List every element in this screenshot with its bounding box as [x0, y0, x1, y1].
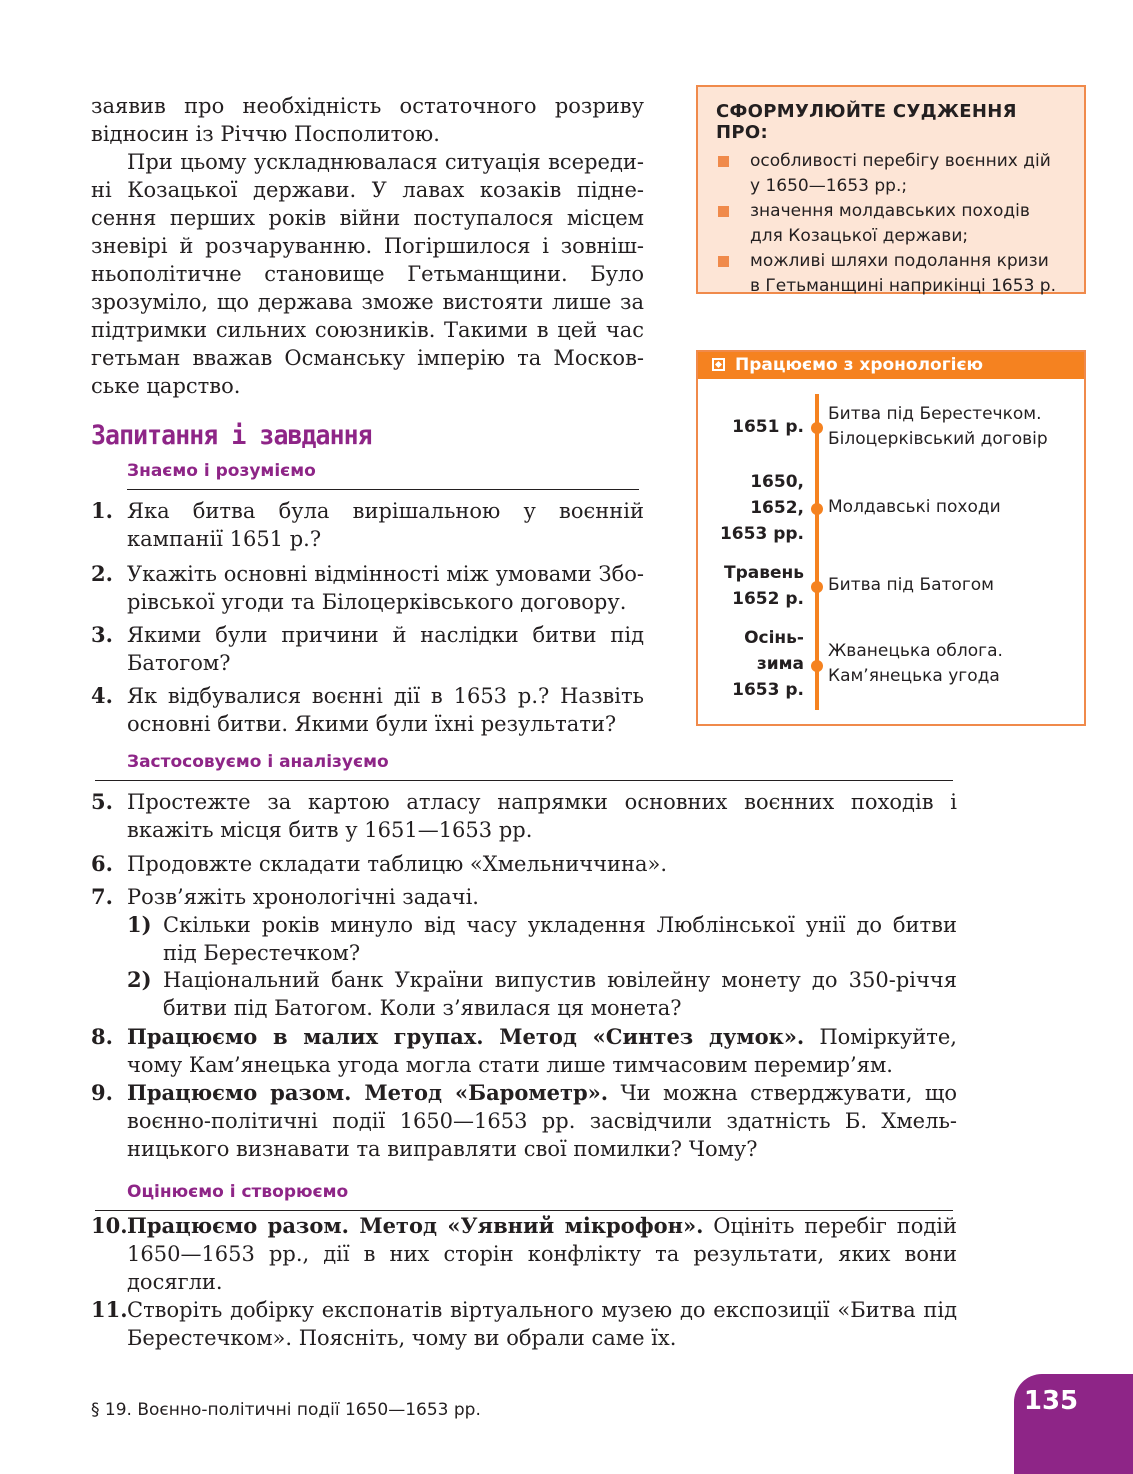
page-number: 135	[1023, 1386, 1079, 1416]
question-item: 11. Створіть добірку експонатів віртуального музею до експозиції «Битва під Берестечком». Поясніть, чому ви обрали саме їх.	[91, 1297, 957, 1350]
bullet-square-icon	[718, 156, 729, 167]
divider	[95, 1210, 953, 1211]
question-item: 1. Яка битва була вирішальною у воєнній кампанії 1651 р.?	[91, 498, 644, 551]
questions-title: Запитання і завдання	[91, 420, 372, 451]
question-item: 10. Працюємо разом. Метод «Уявний мікрофон». Оцініть перебіг подій 1650—1653 рр., дії в них сторін конфлікту та результати, яких вони досягли.	[91, 1213, 957, 1294]
judgement-item: значення молдавських походів для Козацької держави;	[716, 199, 1072, 249]
judgement-item: особливості перебігу воєнних дій у 1650—1653 рр.;	[716, 149, 1072, 199]
chronology-event: Жванецька облога. Кам’янецька угода	[828, 641, 1003, 686]
judgement-title: СФОРМУЛЮЙТЕ СУДЖЕННЯ ПРО:	[716, 101, 1017, 143]
section-heading: Знаємо і розуміємо	[127, 461, 316, 481]
timeline-dot-icon	[811, 660, 823, 672]
question-subitem: 1) Скільки років минуло від часу укладення Люблінської унії до битви під Берестечком?	[127, 912, 957, 965]
judgement-box	[696, 85, 1086, 294]
question-item: 3. Якими були причини й наслідки битви під Батогом?	[91, 622, 644, 675]
section-heading: Застосовуємо і аналізуємо	[127, 752, 389, 772]
question-item: 4. Як відбувалися воєнні дії в 1653 р.? Назвіть основні битви. Якими були їхні результати?	[91, 683, 644, 736]
timeline-dot-icon	[811, 422, 823, 434]
question-item: 2. Укажіть основні відмінності між умовами Зборівської угоди та Білоцерківського договору.	[91, 561, 644, 614]
question-item: 8. Працюємо в малих групах. Метод «Синтез думок». Поміркуйте, чому Кам’янецька угода могла стати лише тимчасовим перемир’ям.	[91, 1024, 957, 1077]
chronology-date: Травень 1652 р.	[723, 563, 804, 609]
chronology-title: Працюємо з хронологією	[735, 355, 984, 375]
chronology-event: Битва під Батогом	[828, 575, 994, 595]
footer-section-title: § 19. Воєнно-політичні події 1650—1653 рр.	[91, 1400, 481, 1420]
chronology-event: Молдавські походи	[828, 497, 1001, 517]
question-item: 5. Простежте за картою атласу напрямки основних воєнних походів і вкажіть місця битв у 1651—1653 рр.	[91, 789, 957, 842]
divider	[127, 489, 639, 490]
intro-text	[91, 92, 644, 400]
chronology-box	[696, 350, 1086, 726]
question-item: 6. Продовжте складати таблицю «Хмельниччина».	[91, 851, 668, 876]
timeline-dot-icon	[811, 503, 823, 515]
question-subitem: 2) Національний банк України випустив ювілейну монету до 350-річчя битви під Батогом. Коли з’явилася ця монета?	[127, 967, 957, 1020]
intro-paragraph-2: При цьому ускладнювалася ситуація всередині Козацької держави. У лавах козаків піднесення перших років війни поступалося місцем зневірі й розчаруванню. Погіршилося і зовнішньополітичне становище Гетьманщини. Було зрозуміло, що держава зможе вистояти лише за підтримки сильних союзників. Такими в цей час гетьман вважав Османську імперію та Московське царство.	[91, 150, 644, 398]
section-heading: Оцінюємо і створюємо	[127, 1182, 349, 1202]
bullet-square-icon	[718, 206, 729, 217]
question-item: 9. Працюємо разом. Метод «Барометр». Чи можна стверджувати, що воєнно-політичні події 1650—1653 рр. засвідчили здатність Б. Хмельницького визнавати та виправляти свої помилки? Чому?	[91, 1080, 957, 1161]
divider	[95, 780, 953, 781]
bullet-square-icon	[718, 256, 729, 267]
page-number-tab	[1014, 1374, 1133, 1474]
question-item: 7. Розв’яжіть хронологічні задачі.	[91, 884, 479, 909]
timeline-dot-icon	[811, 581, 823, 593]
chronology-header	[698, 352, 1084, 379]
chronology-event: Битва під Берестечком. Білоцерківський договір	[828, 404, 1048, 449]
chronology-date: 1651 р.	[732, 417, 804, 437]
intro-paragraph-1: заявив про необхідність остаточного розриву відносин із Річчю Посполитою.	[91, 94, 644, 146]
hourglass-icon	[712, 358, 725, 371]
chronology-date: Осінь- зима 1653 р.	[732, 628, 804, 700]
chronology-date: 1650, 1652, 1653 рр.	[719, 472, 804, 544]
judgement-item: можливі шляхи подолання кризи в Гетьманщині наприкінці 1653 р.	[716, 249, 1072, 299]
